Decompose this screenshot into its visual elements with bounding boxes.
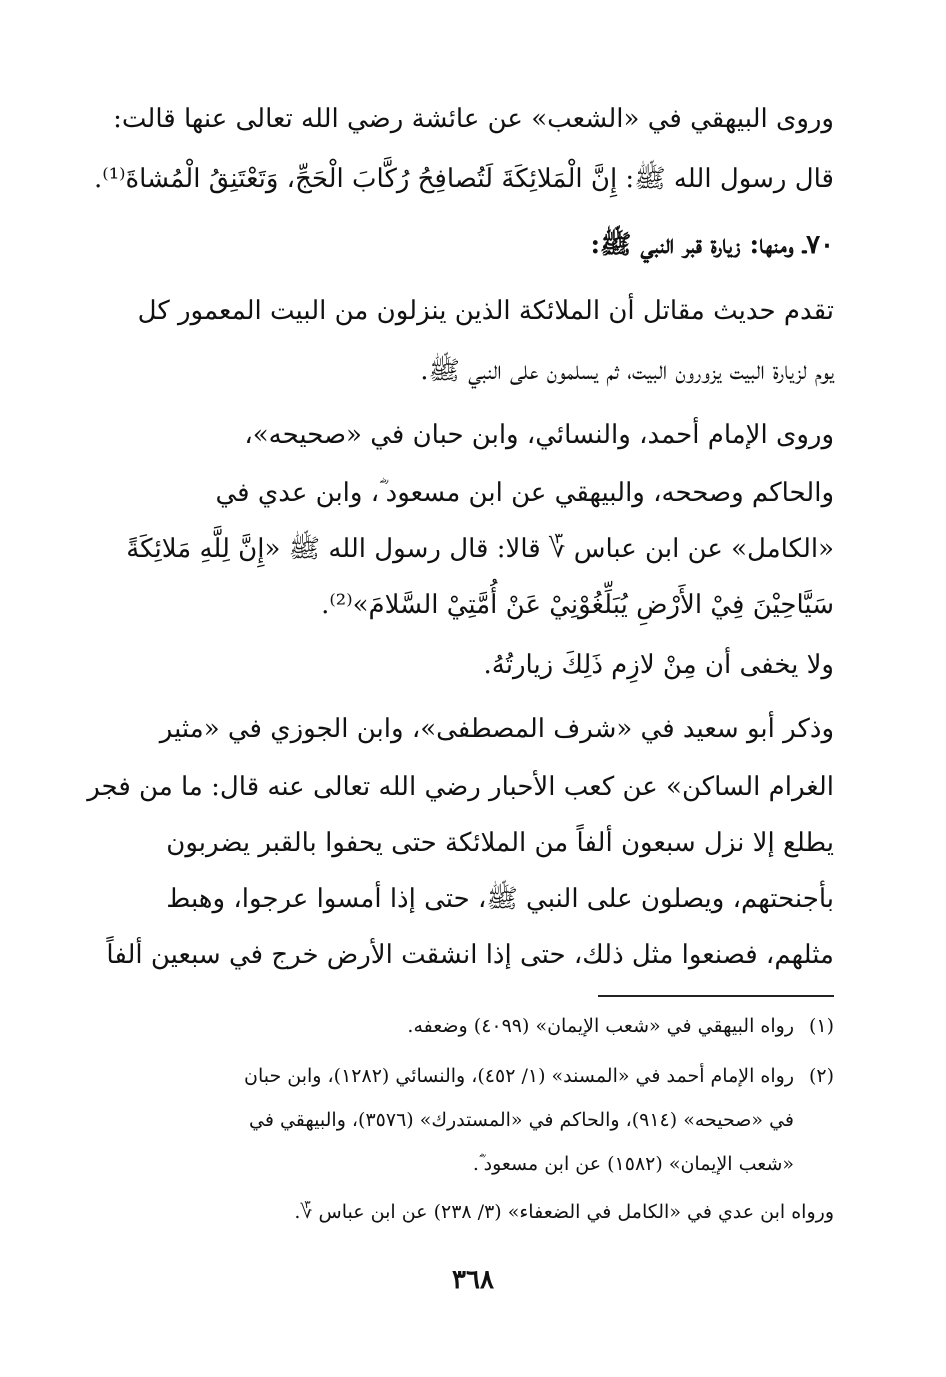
text-line: وذكر أبو سعيد في «شرف المصطفى»، وابن الجوزي في «مثير [159,714,834,744]
text-line: الغرام الساكن» عن كعب الأحبار رضي الله تعالى عنه قال: ما من فجر [87,772,834,802]
text-line: سَيَّاحِيْنَ فِيْ الأَرْضِ يُبَلِّغُوْنِيْ عَنْ أُمَّتِيْ السَّلامَ»⁽²⁾. [321,590,834,620]
footnote-number: (١) [808,1015,834,1037]
text-line: يوم لزيارة البيت يزورون البيت، ثم يسلمون على النبي ﷺ. [420,356,834,386]
footnote [112,1058,834,1094]
text-line: ولا يخفى أن مِنْ لازِم ذَلِكَ زيارتُهُ. [483,650,834,680]
footnote [112,1102,834,1138]
footnote [112,1194,834,1230]
footnote-number: (٢) [808,1065,834,1087]
text-line: وروى البيهقي في «الشعب» عن عائشة رضي الله تعالى عنها قالت: [113,104,834,134]
text-line: قال رسول الله ﷺ: إِنَّ الْمَلائِكَةَ لَتُصافِحُ رُكَّابَ الْحَجِّ، وَتَعْتَنِقُ الْمُشاةَ⁽¹⁾. [94,164,834,194]
footnote [112,1146,834,1182]
footnote-text: رواه البيهقي في «شعب الإيمان» (٤٠٩٩) وضعفه. [407,1015,794,1037]
page-body [87,90,834,1340]
text-line: والحاكم وصححه، والبيهقي عن ابن مسعود ؓ، وابن عدي في [215,478,834,508]
footnote-text: في «صحيحه» (٩١٤)، والحاكم في «المستدرك» (٣٥٧٦)، والبيهقي في [249,1109,794,1131]
footnote [112,1008,834,1044]
text-line: بأجنحتهم، ويصلون على النبي ﷺ، حتى إذا أمسوا عرجوا، وهبط [166,884,834,914]
text-line: تقدم حديث مقاتل أن الملائكة الذين ينزلون من البيت المعمور كل [137,296,834,326]
page-number: ٣٦٨ [452,1265,494,1295]
text-line: يطلع إلا نزل سبعون ألفاً من الملائكة حتى يحفوا بالقبر يضربون [166,828,834,858]
footnote-text: ورواه ابن عدي في «الكامل في الضعفاء» (٣/ ٢٣٨) عن ابن عباس ؆. [294,1201,834,1223]
text-line: «الكامل» عن ابن عباس ؆ قالا: قال رسول الله ﷺ «إِنَّ لِلَّهِ مَلائِكَةً [126,534,834,564]
footnote-separator [598,995,834,997]
footnote-text: رواه الإمام أحمد في «المسند» (١/ ٤٥٢)، والنسائي (١٢٨٢)، وابن حبان [244,1065,794,1087]
text-line: وروى الإمام أحمد، والنسائي، وابن حبان في «صحيحه»، [244,420,834,450]
section-heading: ٧٠ـ ومنها: زيارة قبر النبي ﷺ: [590,230,834,260]
footnote-text: «شعب الإيمان» (١٥٨٢) عن ابن مسعود ؓ. [472,1153,794,1175]
text-line: مثلهم، فصنعوا مثل ذلك، حتى إذا انشقت الأرض خرج في سبعين ألفاً [106,940,834,970]
